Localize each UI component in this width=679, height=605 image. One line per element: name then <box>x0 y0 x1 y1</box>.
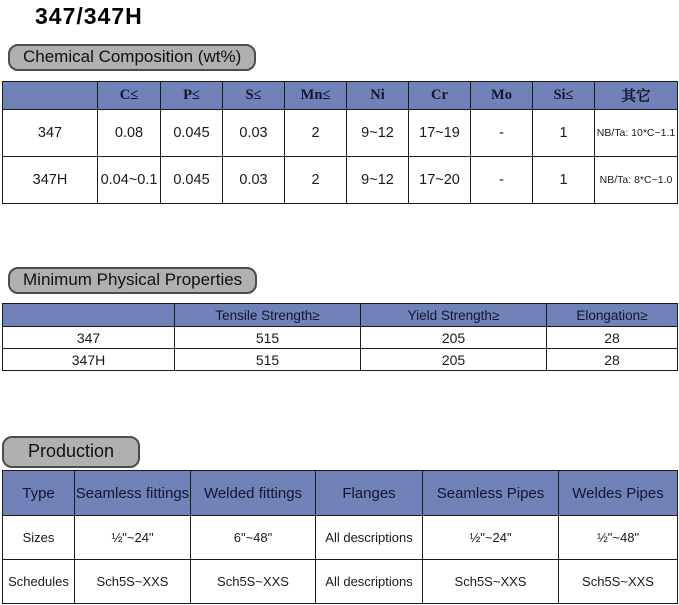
table-row-sizes <box>3 516 678 560</box>
col-header-chromium: Cr <box>409 82 471 110</box>
table-cell-other-note: NB/Ta: 8*C~1.0 <box>595 157 678 204</box>
chemical-composition-table <box>2 81 678 204</box>
table-cell: 1 <box>533 157 595 204</box>
col-header-elongation: Elongation≥ <box>547 304 678 327</box>
chemical-header-row <box>3 82 678 110</box>
table-cell: Sch5S~XXS <box>75 560 191 604</box>
table-cell: 0.045 <box>161 110 223 157</box>
table-cell: 9~12 <box>347 110 409 157</box>
section-label-production: Production <box>2 436 140 468</box>
col-header-seamless-fittings: Seamless fittings <box>75 471 191 516</box>
col-header-yield-strength: Yield Strength≥ <box>361 304 547 327</box>
row-header-sizes: Sizes <box>3 516 75 560</box>
table-cell: ½"~48" <box>559 516 678 560</box>
table-cell: 2 <box>285 110 347 157</box>
physical-properties-table <box>2 303 678 371</box>
table-cell: 0.04~0.1 <box>98 157 161 204</box>
table-cell: 28 <box>547 349 678 371</box>
grade-cell: 347H <box>3 157 98 204</box>
table-cell: 515 <box>175 349 361 371</box>
table-cell: Sch5S~XXS <box>191 560 316 604</box>
col-header-type: Type <box>3 471 75 516</box>
table-cell: 0.03 <box>223 157 285 204</box>
table-row-347h <box>3 157 678 204</box>
table-row-347 <box>3 110 678 157</box>
table-cell: 1 <box>533 110 595 157</box>
col-header-phosphorus: P≤ <box>161 82 223 110</box>
row-header-schedules: Schedules <box>3 560 75 604</box>
page-title: 347/347H <box>35 3 143 29</box>
col-header-weldes-pipes: Weldes Pipes <box>559 471 678 516</box>
table-cell: 17~20 <box>409 157 471 204</box>
table-cell: ½"~24" <box>423 516 559 560</box>
physical-header-row <box>3 304 678 327</box>
col-header-grade <box>3 304 175 327</box>
col-header-nickel: Ni <box>347 82 409 110</box>
table-cell: 515 <box>175 327 361 349</box>
table-cell: - <box>471 157 533 204</box>
table-cell: - <box>471 110 533 157</box>
col-header-tensile-strength: Tensile Strength≥ <box>175 304 361 327</box>
table-cell: 2 <box>285 157 347 204</box>
table-row-347 <box>3 327 678 349</box>
table-cell: 205 <box>361 327 547 349</box>
table-cell: 0.08 <box>98 110 161 157</box>
col-header-other: 其它 <box>595 82 678 110</box>
production-table <box>2 470 678 604</box>
section-label-physical-properties: Minimum Physical Properties <box>8 267 257 294</box>
table-cell-other-note: NB/Ta: 10*C~1.1 <box>595 110 678 157</box>
col-header-grade <box>3 82 98 110</box>
col-header-flanges: Flanges <box>316 471 423 516</box>
col-header-welded-fittings: Welded fittings <box>191 471 316 516</box>
table-cell: 0.045 <box>161 157 223 204</box>
table-row-347h <box>3 349 678 371</box>
table-cell: All descriptions <box>316 560 423 604</box>
col-header-silicon: Si≤ <box>533 82 595 110</box>
col-header-carbon: C≤ <box>98 82 161 110</box>
table-cell: ½"~24" <box>75 516 191 560</box>
col-header-molybdenum: Mo <box>471 82 533 110</box>
section-label-chemical-composition: Chemical Composition (wt%) <box>8 44 256 71</box>
table-cell: 205 <box>361 349 547 371</box>
grade-cell: 347 <box>3 327 175 349</box>
grade-cell: 347 <box>3 110 98 157</box>
table-cell: 9~12 <box>347 157 409 204</box>
grade-cell: 347H <box>3 349 175 371</box>
table-cell: 17~19 <box>409 110 471 157</box>
table-row-schedules <box>3 560 678 604</box>
table-cell: 28 <box>547 327 678 349</box>
table-cell: Sch5S~XXS <box>559 560 678 604</box>
col-header-sulfur: S≤ <box>223 82 285 110</box>
table-cell: All descriptions <box>316 516 423 560</box>
table-cell: 6"~48" <box>191 516 316 560</box>
table-cell: Sch5S~XXS <box>423 560 559 604</box>
production-header-row <box>3 471 678 516</box>
table-cell: 0.03 <box>223 110 285 157</box>
col-header-manganese: Mn≤ <box>285 82 347 110</box>
col-header-seamless-pipes: Seamless Pipes <box>423 471 559 516</box>
